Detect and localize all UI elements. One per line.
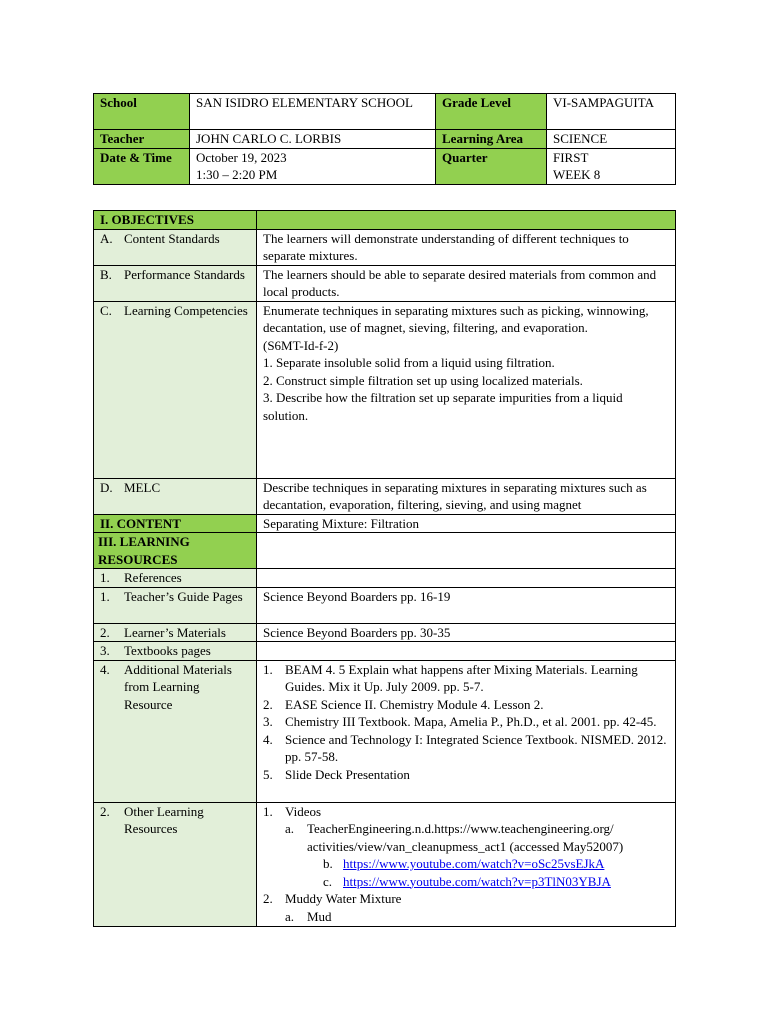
learning-area-value: SCIENCE [547,130,676,149]
row-label: Performance Standards [124,266,245,282]
row-number: C. [100,302,112,318]
sub-list-item: a. TeacherEngineering.n.d.https://www.teachengineering.org/ activities/view/van_cleanupmess_act1 (accessed May52007) [285,821,624,854]
row-label: Additional Materials from Learning Resource [124,661,232,712]
sub-list-item: c. https://www.youtube.com/watch?v=p3TlN03YBJA [323,873,611,889]
content-standards-text: The learners will demonstrate understanding of different techniques to separate mixtures. [257,229,676,265]
content-heading: II. CONTENT [94,514,257,533]
performance-standards-text: The learners should be able to separate desired materials from common and local products. [257,265,676,301]
content-standards-label [94,229,257,265]
list-item: 3. Chemistry III Textbook. Mapa, Amelia P., Ph.D., et al. 2001. pp. 42-45. [263,714,657,729]
teacher-label: Teacher [94,130,190,149]
row-label: Teacher’s Guide Pages [124,588,243,604]
week-text: WEEK 8 [553,167,601,182]
content-text: Separating Mixture: Filtration [257,514,676,533]
learning-area-label: Learning Area [436,130,547,149]
grade-level-label: Grade Level [436,94,547,130]
row-label: Learner’s Materials [124,624,226,640]
references-label [94,569,257,588]
references-blank [257,569,676,588]
row-label: References [124,570,182,585]
list-item: 4. Science and Technology I: Integrated Science Textbook. NISMED. 2012. pp. 57-58. [263,731,667,764]
date-value: October 19, 2023 [196,149,287,165]
youtube-link[interactable]: https://www.youtube.com/watch?v=p3TlN03YBJA [343,873,611,889]
additional-materials-label [94,660,257,802]
quarter-label: Quarter [436,148,547,184]
textbooks-blank [257,642,676,661]
row-label: Content Standards [124,230,220,246]
objectives-heading: I. OBJECTIVES [94,211,257,230]
learning-competencies-label [94,301,257,478]
melc-label [94,478,257,514]
learners-materials-label [94,623,257,642]
row-number: 1. [100,570,110,585]
grade-level-value: VI-SAMPAGUITA [547,94,676,130]
lesson-plan-table [93,210,676,927]
list-item: 5. Slide Deck Presentation [263,766,410,782]
learners-materials-text: Science Beyond Boarders pp. 30-35 [257,623,676,642]
row-number: B. [100,266,112,282]
row-label: Other Learning Resources [124,803,204,836]
time-value: 1:30 – 2:20 PM [196,167,278,182]
quarter-value [547,148,676,184]
competencies-intro: Enumerate techniques in separating mixtures such as picking, winnowing, decantation, use of magnet, sieving, filtering, and evaporation. [263,302,649,335]
row-number: 3. [100,643,110,658]
date-time-value [190,148,436,184]
teachers-guide-text: Science Beyond Boarders pp. 16-19 [257,587,676,623]
objectives-heading-blank [257,211,676,230]
sub-list-item: a. Mud [285,908,332,924]
row-label: Learning Competencies [124,302,248,318]
list-item: 2. EASE Science II. Chemistry Module 4. Lesson 2. [263,696,544,712]
melc-text: Describe techniques in separating mixtures in separating mixtures such as decantation, evaporation, filtering, sieving, and using magnet [257,478,676,514]
row-number: D. [100,479,113,495]
competencies-code: (S6MT-Id-f-2) [263,337,339,353]
performance-standards-label [94,265,257,301]
textbooks-label [94,642,257,661]
other-resources-list [257,802,676,926]
competency-item: 2. Construct simple filtration set up using localized materials. [263,372,583,388]
list-item: 1. Videos [263,803,322,819]
additional-materials-list [257,660,676,802]
sub-list-item: b. https://www.youtube.com/watch?v=oSc25vsEJkA [323,856,605,871]
teacher-value: JOHN CARLO C. LORBIS [190,130,436,149]
row-number: 2. [100,624,110,640]
row-number: A. [100,230,113,246]
school-value: SAN ISIDRO ELEMENTARY SCHOOL [190,94,436,130]
list-item: 2. Muddy Water Mixture [263,891,402,906]
competency-item: 1. Separate insoluble solid from a liquid using filtration. [263,355,555,370]
competency-item: 3. Describe how the filtration set up separate impurities from a liquid solution. [263,390,623,423]
learning-resources-heading: III. LEARNING RESOURCES [94,533,257,569]
row-number: 2. [100,803,110,819]
row-number: 4. [100,661,110,677]
list-item: 1. BEAM 4. 5 Explain what happens after Mixing Materials. Learning Guides. Mix it Up. July 2009. pp. 5-7. [263,661,638,694]
row-label: Textbooks pages [124,643,211,658]
learning-resources-blank [257,533,676,569]
learning-competencies-text [257,301,676,478]
header-table [93,93,676,185]
other-resources-label [94,802,257,926]
school-label: School [94,94,190,130]
quarter-text: FIRST [553,149,589,165]
date-time-label: Date & Time [94,148,190,184]
row-label: MELC [124,479,161,495]
youtube-link[interactable]: https://www.youtube.com/watch?v=oSc25vsEJkA [343,856,605,871]
teachers-guide-label [94,587,257,623]
row-number: 1. [100,588,110,604]
